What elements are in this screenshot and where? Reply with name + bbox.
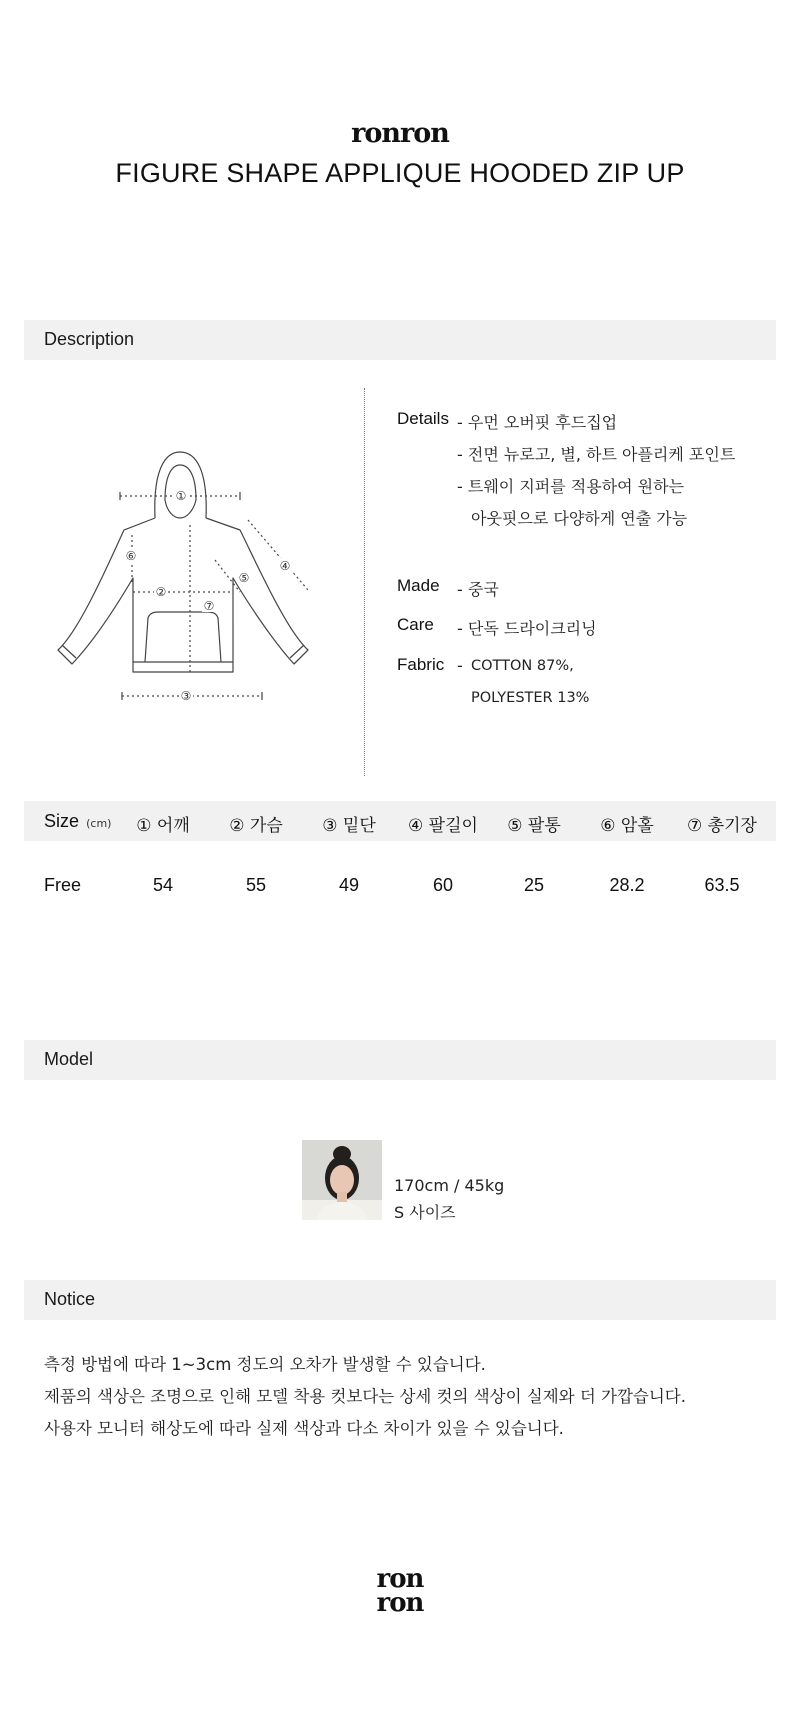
brand-logo-bottom-line-1: ron (376, 1564, 424, 1594)
size-col-sleeve-width: ⑤ 팔통 (507, 816, 561, 836)
brand-logo-bottom-line-2: ron (376, 1588, 424, 1618)
notice-heading: Notice (44, 1289, 96, 1309)
diagram-marker-7: ⑦ (203, 599, 215, 613)
size-col-chest: ② 가슴 (229, 816, 283, 836)
measure-sleeve-width (215, 560, 240, 592)
size-cell-total-length: 63.5 (704, 875, 740, 895)
model-size-worn: S 사이즈 (394, 1203, 456, 1222)
notice-line-2: 제품의 색상은 조명으로 인해 모델 착용 컷보다는 상세 컷의 색상이 실제와 더 가깝습니다. (44, 1387, 686, 1406)
size-col-shoulder: ① 어깨 (136, 816, 190, 836)
made-label: Made (397, 576, 440, 595)
size-row-label: Free (44, 875, 82, 895)
size-col-hem: ③ 밑단 (322, 816, 376, 836)
hoodie-size-diagram (50, 440, 340, 720)
fabric-value-2: POLYESTER 13% (471, 690, 590, 706)
measure-sleeve (248, 520, 308, 590)
fabric-label: Fabric (397, 655, 445, 674)
fabric-dash: - (457, 656, 463, 675)
size-cell-sleeve-length: 60 (432, 875, 454, 895)
description-divider (364, 388, 365, 776)
size-col-sleeve-length: ④ 팔길이 (408, 816, 478, 836)
diagram-marker-6: ⑥ (125, 549, 137, 563)
notice-line-3: 사용자 모니터 해상도에 따라 실제 색상과 다소 차이가 있을 수 있습니다. (44, 1419, 564, 1438)
size-cell-chest: 55 (245, 875, 267, 895)
details-line-1: - 우먼 오버핏 후드집업 (457, 413, 618, 432)
body-outline (58, 518, 308, 672)
size-unit: (cm) (86, 817, 112, 830)
diagram-marker-2: ② (155, 585, 167, 599)
diagram-marker-1: ① (175, 489, 187, 503)
size-cell-armhole: 28.2 (609, 875, 645, 895)
table-row (0, 875, 800, 899)
diagram-marker-4: ④ (279, 559, 291, 573)
description-section-bar (24, 320, 776, 360)
hood-outline (155, 452, 206, 518)
notice-section-bar (24, 1280, 776, 1320)
care-value: - 단독 드라이크리닝 (457, 619, 597, 638)
model-measurements: 170cm / 45kg (394, 1176, 505, 1195)
size-col-total-length: ⑦ 총기장 (687, 816, 757, 836)
made-value: - 중국 (457, 580, 499, 599)
size-col-armhole: ⑥ 암홀 (600, 816, 654, 836)
size-cell-sleeve-width: 25 (523, 875, 545, 895)
model-portrait-image (302, 1140, 382, 1220)
details-line-2: - 전면 뉴로고, 별, 하트 아플리케 포인트 (457, 445, 736, 464)
kangaroo-pocket (145, 612, 221, 662)
brand-logo-bottom (0, 1564, 800, 1618)
product-title: FIGURE SHAPE APPLIQUE HOODED ZIP UP (115, 158, 685, 188)
size-cell-shoulder: 54 (152, 875, 174, 895)
size-label: Size (44, 811, 80, 831)
fabric-value-1: COTTON 87%, (471, 658, 574, 674)
model-photo (302, 1140, 382, 1220)
diagram-marker-5: ⑤ (238, 571, 250, 585)
diagram-marker-3: ③ (180, 689, 192, 703)
details-line-3: - 트웨이 지퍼를 적용하여 원하는 (457, 477, 685, 496)
description-heading: Description (44, 329, 135, 349)
brand-logo-top: ronron (351, 118, 449, 149)
notice-line-1: 측정 방법에 따라 1~3cm 정도의 오차가 발생할 수 있습니다. (44, 1355, 486, 1374)
care-label: Care (397, 615, 434, 634)
model-section-bar (24, 1040, 776, 1080)
details-label: Details (397, 409, 449, 428)
size-header-label (44, 811, 111, 832)
size-cell-hem: 49 (338, 875, 360, 895)
details-line-4: 아웃핏으로 다양하게 연출 가능 (471, 509, 688, 528)
model-heading: Model (44, 1049, 94, 1069)
